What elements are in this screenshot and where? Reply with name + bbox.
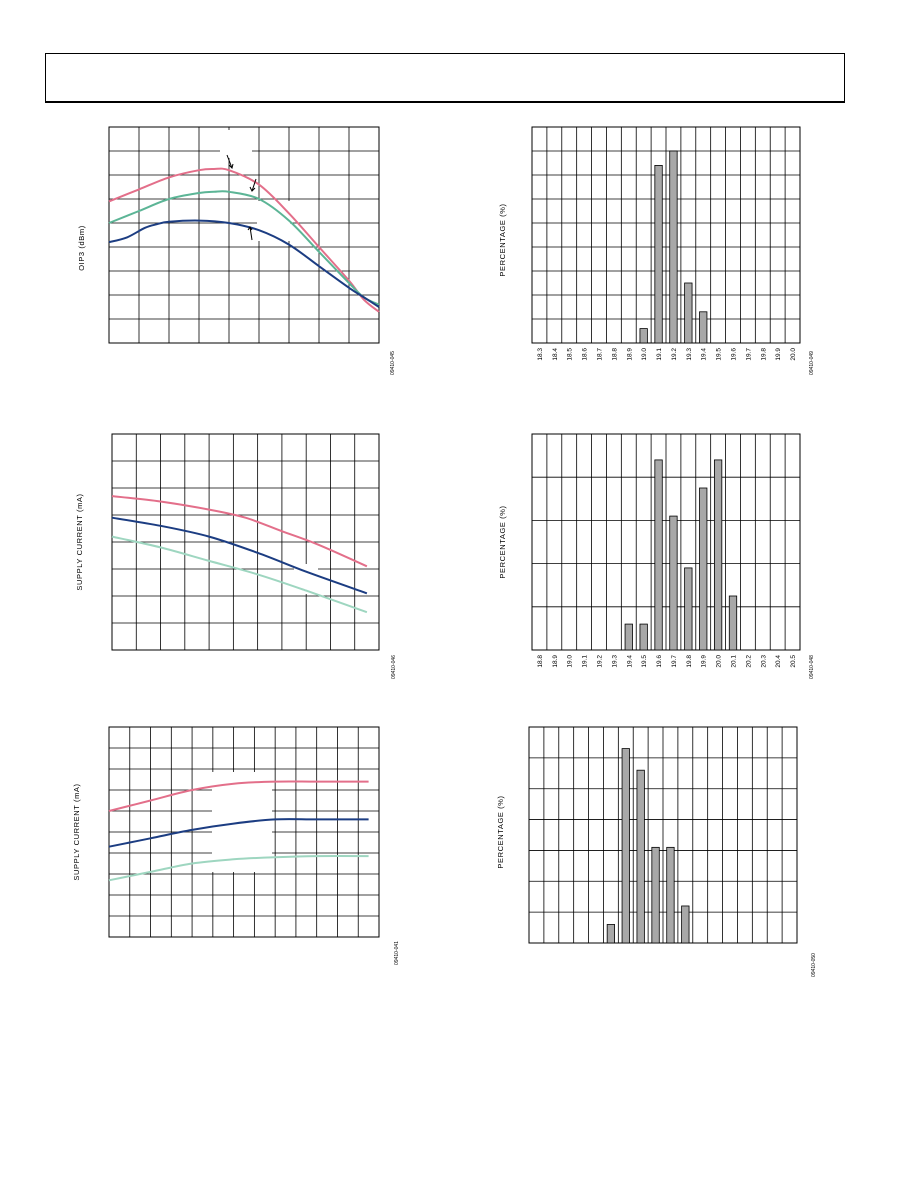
x-tick-label: 18.9 [626,348,634,361]
y-axis-label: PERCENTAGE (%) [498,203,507,277]
x-tick-label: 19.4 [626,655,634,668]
histogram-bar [682,906,689,943]
x-tick-label: 19.5 [641,655,649,668]
plot-area [532,434,800,668]
histogram-bar [607,924,614,943]
histogram-bar [670,516,677,650]
histogram-bar [637,770,644,943]
x-tick-label: 18.4 [551,348,559,361]
x-tick-label: 19.3 [611,655,619,668]
x-tick-label: 18.3 [536,348,544,361]
plot-area [532,127,800,361]
histogram-bar [625,624,632,650]
percentage-histogram-2 [495,425,825,690]
percentage-histogram-1 [495,118,825,388]
x-tick-label: 19.0 [566,655,574,668]
histogram-bar [685,568,692,650]
x-tick-label: 19.8 [760,348,768,361]
supply-current-chart-2 [70,715,400,980]
histogram-bar [729,596,736,650]
figure-id: 09410-049 [809,351,815,375]
histogram-bar [655,460,662,650]
figure-id: 09410-041 [394,941,400,965]
x-tick-label: 19.3 [685,348,693,361]
x-tick-label: 20.3 [760,655,768,668]
histogram-bar [652,847,659,943]
x-tick-label: 20.0 [715,655,723,668]
plot-area [109,127,379,343]
page-header-box [45,53,845,103]
series-line-1 [112,496,367,566]
series-line-3 [112,537,367,613]
x-tick-label: 19.1 [656,348,664,361]
x-tick-label: 19.6 [730,348,738,361]
x-tick-label: 19.2 [596,655,604,668]
x-tick-label: 18.9 [551,655,559,668]
histogram-bar [700,488,707,650]
series-line-2 [112,518,367,594]
x-tick-label: 19.9 [775,348,783,361]
series-line-1 [109,169,379,312]
y-axis-label: OIP3 (dBm) [77,225,86,271]
y-axis-label: PERCENTAGE (%) [496,795,505,869]
x-tick-label: 18.8 [536,655,544,668]
histogram-bar [685,283,692,343]
y-axis-label: PERCENTAGE (%) [498,505,507,579]
figure-id: 09410-048 [809,655,815,679]
plot-area [529,727,797,943]
histogram-bar [714,460,721,650]
x-tick-label: 19.7 [745,348,753,361]
histogram-bar [667,847,674,943]
plot-area [109,727,379,937]
y-axis-label: SUPPLY CURRENT (mA) [72,783,81,881]
plot-area [112,434,379,650]
x-tick-label: 18.6 [581,348,589,361]
x-tick-label: 19.2 [670,348,678,361]
x-tick-label: 19.1 [581,655,589,668]
figure-id: 09410-045 [390,351,396,375]
histogram-bar [622,749,629,943]
x-tick-label: 18.5 [566,348,574,361]
y-axis-label: SUPPLY CURRENT (mA) [75,493,84,591]
plot-frame [109,127,379,343]
x-tick-label: 19.4 [700,348,708,361]
label-mask [220,130,252,158]
figure-id: 09410-050 [811,953,817,977]
histogram-bar [700,312,707,343]
x-tick-label: 19.7 [670,655,678,668]
histogram-bar [640,329,647,343]
x-tick-label: 19.6 [656,655,664,668]
percentage-histogram-3 [495,715,825,980]
x-tick-label: 20.4 [775,655,783,668]
x-tick-label: 20.0 [790,348,798,361]
x-tick-label: 20.2 [745,655,753,668]
x-tick-label: 20.1 [730,655,738,668]
x-tick-label: 19.0 [641,348,649,361]
supply-current-chart-1 [70,425,397,690]
x-tick-label: 19.5 [715,348,723,361]
x-tick-label: 19.8 [685,655,693,668]
oip3-chart [70,118,396,388]
x-tick-label: 18.8 [611,348,619,361]
figure-id: 09410-046 [391,655,397,679]
series-line-2 [109,191,379,304]
histogram-bar [655,165,662,343]
x-tick-label: 18.7 [596,348,604,361]
x-tick-label: 20.5 [790,655,798,668]
series-line-3 [109,221,379,307]
histogram-bar [640,624,647,650]
x-tick-label: 19.9 [700,655,708,668]
histogram-bar [670,151,677,343]
